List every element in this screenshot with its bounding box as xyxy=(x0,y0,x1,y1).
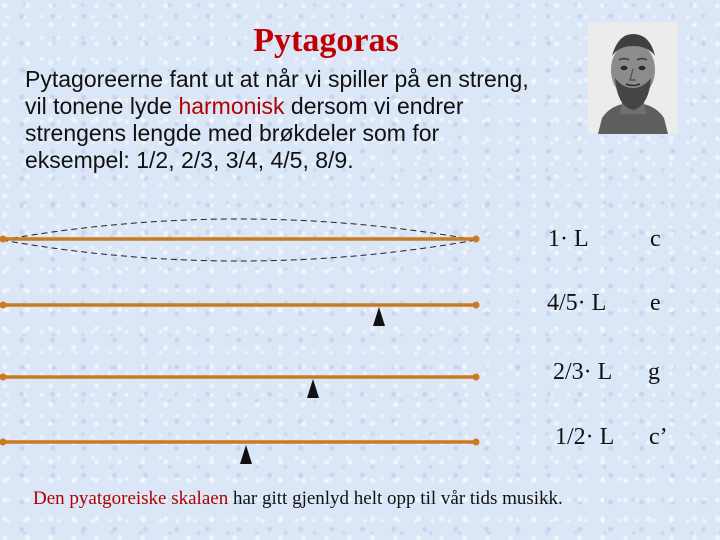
intro-text-end: dersom vi endrer strengens lengde med brøkdeler som for eksempel: 1/2, 2/3, 3/4, 4/5, 8/9. xyxy=(25,93,464,173)
bridge-1-2 xyxy=(240,445,252,464)
vibration-wave-lower xyxy=(2,240,476,261)
string-4-end-peg xyxy=(473,439,480,446)
string-1-note: c xyxy=(650,226,661,252)
footer-highlight: Den pyatgoreiske skalaen xyxy=(33,488,229,509)
footer-rest: har gitt gjenlyd helt opp til vår tids musikk. xyxy=(228,488,563,509)
string-1-start-peg xyxy=(0,236,7,243)
bridge-2-3 xyxy=(307,379,319,398)
footer-text xyxy=(33,488,713,510)
vibration-wave-upper xyxy=(2,219,476,240)
string-2-end-peg xyxy=(473,302,480,309)
bridge-4-5 xyxy=(373,307,385,326)
string-1-length: 1· L xyxy=(548,226,589,252)
intro-highlight-word: harmonisk xyxy=(178,93,285,119)
string-2-start-peg xyxy=(0,302,7,309)
string-4-note: c’ xyxy=(649,424,668,450)
string-3-length: 2/3· L xyxy=(553,359,613,385)
string-4-length: 1/2· L xyxy=(555,424,615,450)
string-4-start-peg xyxy=(0,439,7,446)
string-2-note: e xyxy=(650,290,661,316)
intro-text xyxy=(25,66,545,174)
string-3-note: g xyxy=(648,359,660,385)
string-3-end-peg xyxy=(473,374,480,381)
slide-title: Pytagoras xyxy=(253,22,399,59)
pythagoras-portrait xyxy=(588,22,678,134)
string-3-start-peg xyxy=(0,374,7,381)
string-2-length: 4/5· L xyxy=(547,290,607,316)
intro-text-start: Pytagoreerne fant ut at når vi spiller på en streng, vil tonene lyde xyxy=(25,66,529,119)
string-1-end-peg xyxy=(473,236,480,243)
